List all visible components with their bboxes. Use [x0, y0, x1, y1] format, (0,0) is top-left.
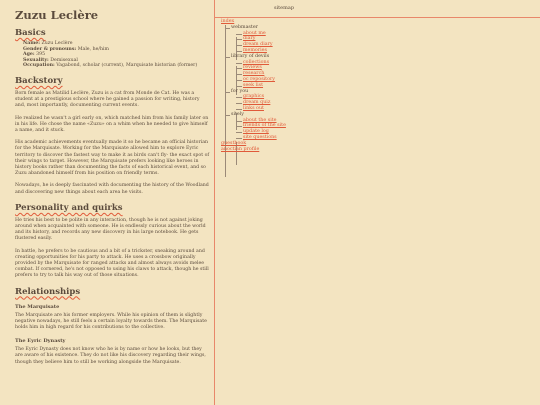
- basics-list: [23, 41, 214, 69]
- sitemap-group-library: library of devils: [221, 54, 286, 60]
- field-value: Zuzu Leclère: [41, 41, 73, 46]
- sitemap-title: sitemap: [274, 5, 295, 11]
- backstory-paragraph: He realized he wasn't a girl early on, which matched him from his family later on in his life. He chose the name «Zuzu» on a whim when he needed to give himself a name, and it stuck.: [15, 115, 209, 133]
- sitemap-group-sitely: sitely: [221, 112, 286, 118]
- sitemap-link-collections[interactable]: collections: [221, 60, 286, 66]
- personality-heading: Personality and quirks: [15, 202, 123, 213]
- personality-paragraph: He tries his best to be polite in any interaction, though he is not against joking around when acquainted with someone. He is endlessly curious about the world and its history, and records any new discovery in his large notebook. He gets flustered easily.: [15, 217, 206, 242]
- sitemap-column: [215, 0, 540, 405]
- sitemap-link-graphics[interactable]: graphics: [221, 94, 286, 100]
- sitemap-link-seek-list[interactable]: seek list: [221, 83, 286, 89]
- field-label: Sexuality:: [23, 57, 49, 63]
- field-label: Gender & pronouns:: [23, 46, 77, 52]
- sitemap-link-dream-quiz[interactable]: dream quiz: [221, 100, 286, 106]
- sitemap-group-for-you: for you: [221, 89, 286, 95]
- sitemap-group-webmaster: webmaster: [221, 25, 286, 31]
- sitemap-link-site-questions[interactable]: site questions: [221, 135, 286, 141]
- sitemap-link-dream-diary[interactable]: dream diary: [221, 42, 286, 48]
- field-label: Age:: [23, 52, 35, 58]
- page-title: Zuzu Leclère: [15, 8, 99, 22]
- sitemap-link-about-me[interactable]: about me: [221, 31, 286, 37]
- sitemap-link-oc-repository[interactable]: oc repository: [221, 77, 286, 83]
- profile-column: [0, 0, 214, 405]
- sitemap-link-memories[interactable]: memories: [221, 48, 286, 54]
- field-value: Male, he/him: [77, 46, 109, 52]
- sitemap-tree: [221, 19, 286, 152]
- sitemap-link-index[interactable]: index: [221, 19, 235, 24]
- sitemap-link-links-out[interactable]: links out: [221, 106, 286, 112]
- relationships-heading: Relationships: [15, 286, 81, 297]
- basics-heading: Basics: [15, 28, 46, 38]
- backstory-paragraph: Nowadays, he is deeply fascinated with documenting the history of the Woodland and discovering new things about each area he visits.: [15, 183, 209, 195]
- sitemap-link-research[interactable]: research: [221, 71, 286, 77]
- backstory-paragraph: Born female as Matilid Leclère, Zuzu is a cat from Monde de Cat. He was a student at a prestigious school where he gained a passion for writing, history and, most importantly, documenting current events.: [15, 90, 200, 109]
- sitemap-link-about-the-site[interactable]: about the site: [221, 118, 286, 124]
- field-label: Name:: [23, 41, 40, 46]
- sitemap-link-update-log[interactable]: update log: [221, 129, 286, 135]
- sitemap-link-reviews[interactable]: reviews: [221, 65, 286, 71]
- field-label: Occupation:: [23, 63, 55, 69]
- relationship-name: The Marquisate: [15, 303, 60, 310]
- backstory-paragraph: His academic achievements eventually made it so he became an official historian for the Marquisate. Working for the Marquisate allowed him to explore Eyric territory to discover the fastest way to make it as birds can't fly- the exact spot of their wings to target. However, the Marquisate prefers looking like heroes in history books rather than documenting the facts of each historical event, and so Zuzu abandoned himself from his position on friendly terms.: [15, 140, 210, 177]
- sitemap-link-anoctian-profile[interactable]: anoctian profile: [221, 146, 260, 152]
- relationship-name: The Eyric Dynasty: [15, 338, 66, 345]
- backstory-heading: Backstory: [15, 75, 63, 86]
- basics-row-occupation: [23, 63, 213, 69]
- sitemap-link-friends-of-the-site[interactable]: friends of the site: [221, 123, 286, 129]
- field-value: Demisexual: [50, 57, 78, 63]
- relationship-text: The Eyric Dynasty does not know who he is by name or how he looks, but they are aware of his existence. They do not like his discovery regarding their wings, though they believe him to still be working alongside the Marquisate.: [15, 347, 206, 365]
- personality-paragraph: In battle, he prefers to be cautious and a bit of a trickster, sneaking around and creating opportunities for his party to attack. He uses a crossbow originally provided by the Marquisate for ranged attacks and almost always avoids melee combat. If cornered, he's not opposed to using his claws to attack, though he still prefers to try to talk his way out of those situations.: [15, 248, 209, 279]
- relationship-text: The Marquisate are his former employers. While his opinion of them is slightly negative nowadays, he still feels a certain loyalty towards them. The Marquisate holds him in high regard for his contributions to the collective.: [15, 312, 207, 331]
- sitemap-link-diary[interactable]: diary: [221, 36, 286, 42]
- field-value: Vagabond, scholar (current), Marquisate historian (former): [56, 63, 198, 69]
- sitemap-link-guestbook[interactable]: guestbook: [221, 140, 247, 146]
- field-value: 395: [36, 52, 46, 58]
